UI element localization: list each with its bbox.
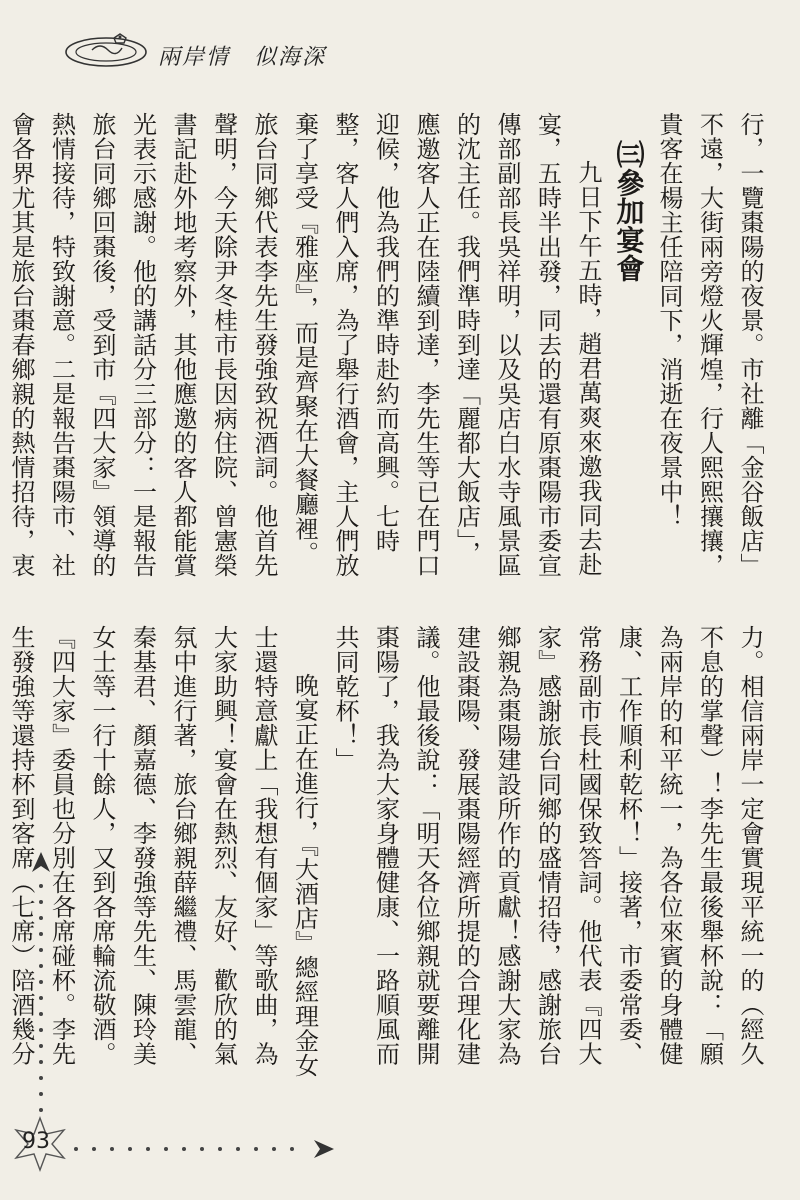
paragraph: 晚宴正在進行，『大酒店』總經理金女士還特意獻上「我想有個家」等歌曲，為大家助興！宴會在熱烈、友好、歡欣的氣氛中進行著，旅台鄉親薛繼禮、馬雲龍、秦基君、顏嘉德、李發強等先生、陳玲美女士等一行十餘人，又到各席輪流敬酒。『四大家』委員也分別在各席碰杯。李先生發強等還持杯到客席（七席）陪酒幾分 [7,625,319,1078]
horizontal-dotted-ornament-icon [66,1134,336,1164]
running-header [62,28,482,72]
vertical-dotted-ornament-icon [26,850,56,1125]
page-number-text: 93 [22,1129,50,1154]
section-heading: ㈢參加宴會 [612,140,646,283]
paragraph: 九日下午五時，趙君萬爽來邀我同去赴宴，五時半出發，同去的還有原棗陽市委宣傳部副部長吳祥明，以及吳店白水寺風景區的沈主任。我們準時到達「麗都大飯店」，應邀客人正在陸續到達，李先生等已在門口迎候，他為我們的準時赴約而高興。七時整，客人們入席，為了舉行酒會，主人們放棄了享受『雅座』，而是齊聚在大餐廳裡。旅台同鄉代表李先生發強致祝酒詞。他首先聲明，今天除尹冬桂市長因病住院、曾憲榮書記赴外地考察外，其他應邀的客人都能賞光表示感謝。他的講話分三部分：一是報告旅台同鄉回棗後，受到市『四大家』領導的熱情接待，特致謝意。二是報告棗陽市、社會各界尤其是旅台棗春鄉親的熱情招待，衷 [7,112,602,578]
upper-text-block [7,112,770,582]
paragraph: 力。相信兩岸一定會實現平統一的（經久不息的掌聲）！李先生最後舉杯說：「願為兩岸的和平統一，為各位來賓的身體健康、工作順利乾杯！」接著，市委常委、常務副市長杜國保致答詞。他代表『四大家』感謝旅台同鄉的盛情招待，感謝旅台鄉親為棗陽建設所作的貢獻！感謝大家為建設棗陽、發展棗陽經濟所提的合理化建議。他最後說：「明天各位鄉親就要離開棗陽了，我為大家身體健康、一路順風而共同乾杯！」 [331,625,764,1066]
lower-text-block [7,625,770,1085]
paragraph: 行，一覽棗陽的夜景。市社離「金谷飯店」不遠，大街兩旁燈火輝煌，行人熙熙攘攘，貴客在楊主任陪同下，消逝在夜景中！ [655,112,764,578]
header-title: 兩岸情 似海深 [158,45,327,70]
page-number [12,1116,68,1172]
header-logo-icon [62,28,150,72]
